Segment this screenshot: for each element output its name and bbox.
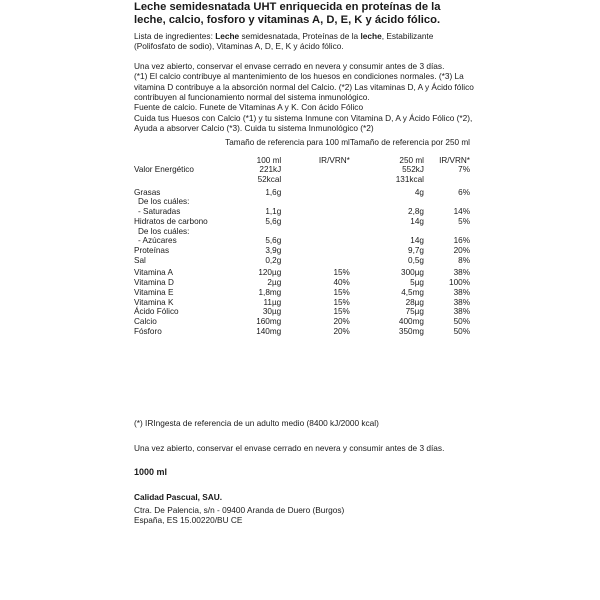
value-250ml: 14g <box>410 236 424 246</box>
unit-250ml: 250 ml <box>399 155 424 165</box>
table-row <box>134 175 470 185</box>
nutrient-name: De los cuáles: <box>138 197 190 207</box>
value-100ml: 3,9g <box>265 245 282 255</box>
product-title: Leche semidesnatada UHT enriquecida en proteínas de la leche, calcio, fosforo y vitaminas A, D, E, K y ácido fólico. <box>134 1 441 26</box>
ir-100ml <box>281 256 350 266</box>
value-250ml: 2,8g <box>408 207 424 217</box>
ir-250ml: 7% <box>458 165 470 175</box>
nutrient-name: Grasas <box>134 187 161 197</box>
ir-100ml: 20% <box>333 316 350 326</box>
ir-250ml <box>424 227 470 237</box>
unit-100ml: 100 ml <box>256 155 282 165</box>
value-100ml: 1,6g <box>265 187 282 197</box>
value-250ml: 0,5g <box>408 255 424 265</box>
nutrient-name: De los cuáles: <box>138 226 190 236</box>
table-row <box>134 278 470 288</box>
nutrient-name: Vitamina D <box>134 278 174 288</box>
value-100ml: 1,8mg <box>258 287 282 297</box>
company-address: Ctra. De Palencia, s/n - 09400 Aranda de Duero (Burgos) <box>134 504 345 515</box>
table-row <box>134 188 470 198</box>
ir-100ml: 15% <box>333 268 350 278</box>
value-250ml: 552kJ <box>402 165 424 175</box>
table-row <box>134 236 470 246</box>
value-100ml: 120µg <box>258 268 282 278</box>
table-row <box>134 327 470 337</box>
table-row <box>134 207 470 217</box>
ir-100ml <box>281 227 350 237</box>
value-100ml: 1,1g <box>265 207 282 217</box>
value-100ml: 0,2g <box>265 255 282 265</box>
value-100ml: 5,6g <box>265 216 282 226</box>
value-100ml <box>225 197 281 207</box>
nutrient-name: Vitamina A <box>134 268 173 278</box>
nutrient-name <box>134 175 225 185</box>
value-250ml: 131kcal <box>395 175 424 185</box>
value-250ml <box>350 197 424 207</box>
company-registry: España, ES 15.00220/BU CE <box>134 515 243 526</box>
nutrient-name: - Azúcares <box>138 236 177 246</box>
nutrient-name: Sal <box>134 255 146 265</box>
ir-250ml: 14% <box>453 207 470 217</box>
ir-100ml <box>281 217 350 227</box>
ir-250ml: 6% <box>458 187 470 197</box>
nutrient-name: Proteínas <box>134 245 170 255</box>
value-250ml: 350mg <box>398 326 424 336</box>
ir-250ml: 38% <box>453 287 470 297</box>
nutrient-name: Fósforo <box>134 326 162 336</box>
ir-100ml <box>281 197 350 207</box>
ir-250ml <box>424 197 470 207</box>
table-row <box>134 256 470 266</box>
value-100ml: 2µg <box>267 278 282 288</box>
table-row <box>134 217 470 227</box>
ir-100ml <box>281 165 350 175</box>
header-100ml: Tamaño de referencia para 100 ml <box>225 137 350 147</box>
ir-250ml: 38% <box>453 297 470 307</box>
company-name: Calidad Pascual, SAU. <box>134 491 223 502</box>
ir-250ml: 16% <box>453 236 470 246</box>
care-claims: Cuida tus Huesos con Calcio (*1) y tu sistema Inmune con Vitamina D, A y Ácido Fólico (*2), Ayuda a absorver Calcio (*3). Cuida tu sistema Inmunológico (*2) <box>134 112 473 134</box>
table-row <box>134 298 470 308</box>
ir-250ml: 100% <box>449 278 470 288</box>
value-100ml: 221kJ <box>259 165 282 175</box>
ingredients-list: Lista de ingredientes: Leche semidesnatada, Proteínas de la leche, Estabilizante (Polifosfato de sodio), Vitaminas A, D, E, K y ácido fólico. <box>134 31 434 52</box>
ir-100ml: 20% <box>333 326 350 336</box>
ir-250ml <box>424 175 470 185</box>
ir-100ml <box>281 175 350 185</box>
value-250ml: 300µg <box>401 268 424 278</box>
nutrient-name: Vitamina E <box>134 287 174 297</box>
value-250ml: 28µg <box>405 297 424 307</box>
nutrient-name: Calcio <box>134 316 157 326</box>
health-claims: (*1) El calcio contribuye al mantenimiento de los huesos en condiciones normales. (*3) La vitamina D contribuye a la absorción normal del Calcio. (*2) Las vitaminas D, A y Ácido fólico contribuyen al funcionamiento normal del sistema inmunológico. <box>134 71 474 103</box>
table-row <box>134 307 470 317</box>
ir-label-250ml: IR/VRN* <box>439 155 470 165</box>
nutrient-name: Hidratos de carbono <box>134 216 208 226</box>
storage-instructions-2: Una vez abierto, conservar el envase cerrado en nevera y consumir antes de 3 días. <box>134 442 445 453</box>
table-row <box>134 317 470 327</box>
value-100ml: 5,6g <box>265 236 282 246</box>
nutrition-rows <box>134 165 470 336</box>
ir-250ml: 20% <box>453 245 470 255</box>
value-250ml: 9,7g <box>408 245 424 255</box>
ir-250ml: 50% <box>453 326 470 336</box>
value-250ml: 75µg <box>405 307 424 317</box>
nutrition-units <box>134 156 470 166</box>
ir-100ml <box>281 207 350 217</box>
value-100ml: 52kcal <box>257 175 282 185</box>
ir-100ml: 15% <box>333 287 350 297</box>
volume: 1000 ml <box>134 467 168 478</box>
ir-100ml <box>281 236 350 246</box>
nutrient-name: Valor Energético <box>134 165 194 175</box>
table-row <box>134 268 470 278</box>
ir-250ml: 38% <box>453 268 470 278</box>
value-100ml <box>225 227 281 237</box>
value-250ml: 5µg <box>410 278 424 288</box>
table-row <box>134 165 470 175</box>
value-250ml: 4,5mg <box>401 287 424 297</box>
ir-250ml: 8% <box>458 255 470 265</box>
nutrient-name: Ácido Fólico <box>134 307 179 317</box>
ir-label-100ml: IR/VRN* <box>318 155 350 165</box>
value-250ml: 14g <box>410 216 424 226</box>
ir-250ml: 38% <box>453 307 470 317</box>
nutrient-name: - Saturadas <box>138 207 181 217</box>
value-250ml <box>350 227 424 237</box>
nutrient-sources: Fuente de calcio. Funete de Vitaminas A y K. Con ácido Fólico <box>134 102 364 113</box>
value-100ml: 160mg <box>256 316 282 326</box>
nutrition-header <box>134 138 470 148</box>
value-250ml: 400mg <box>398 316 424 326</box>
ir-100ml: 40% <box>333 278 350 288</box>
header-250ml: Tamaño de referencia por 250 ml <box>349 137 470 147</box>
value-250ml: 4g <box>414 187 424 197</box>
value-100ml: 30µg <box>262 307 282 317</box>
nutrition-table <box>134 138 470 337</box>
table-row <box>134 246 470 256</box>
ir-100ml <box>281 246 350 256</box>
ir-100ml <box>281 188 350 198</box>
table-row <box>134 288 470 298</box>
table-row <box>134 197 470 207</box>
value-100ml: 140mg <box>256 326 282 336</box>
ir-250ml: 50% <box>453 316 470 326</box>
ir-100ml: 15% <box>333 307 350 317</box>
reference-footnote: (*) IRIngesta de referencia de un adulto medio (8400 kJ/2000 kcal) <box>134 418 379 429</box>
table-row <box>134 227 470 237</box>
nutrient-name: Vitamina K <box>134 297 174 307</box>
ir-250ml: 5% <box>458 216 470 226</box>
product-label <box>134 0 474 526</box>
storage-instructions: Una vez abierto, conservar el envase cerrado en nevera y consumir antes de 3 días. <box>134 60 445 71</box>
value-100ml: 11µg <box>263 297 282 307</box>
ir-100ml: 15% <box>333 297 350 307</box>
